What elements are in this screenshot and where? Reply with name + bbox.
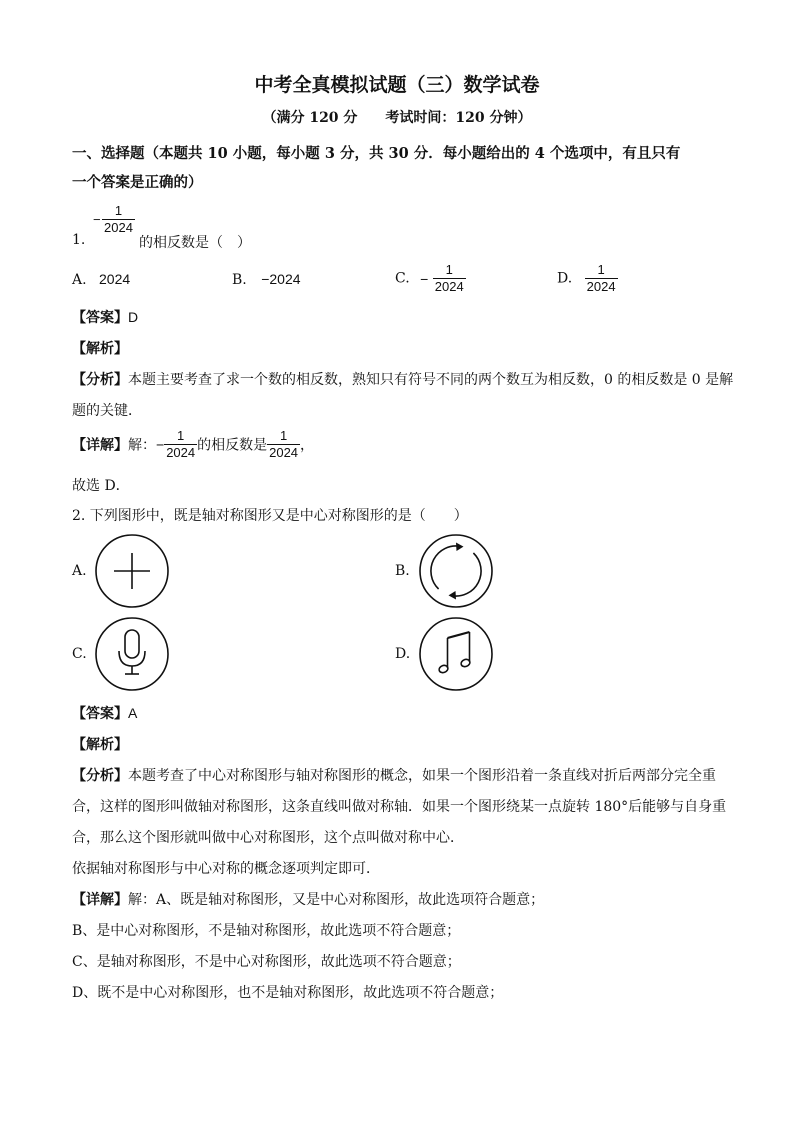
section-heading-line2: 一个答案是正确的）: [72, 174, 203, 191]
q1-fenxi-line1: [72, 369, 733, 389]
q2-detail-b: B、是中心对称图形，不是轴对称图形，故此选项不符合题意；: [72, 923, 461, 939]
q2-detail-c: C、是轴对称图形，不是中心对称图形，故此选项不符合题意；: [72, 954, 461, 970]
option-c-denominator: 2024: [434, 279, 464, 294]
detail-middle-text: 的相反数是: [197, 437, 268, 454]
q1-stem-text: 的相反数是（ ）: [139, 235, 251, 251]
answer-value: D: [128, 309, 139, 325]
detail-end: ，: [300, 437, 315, 454]
q2-stem: 2. 下列图形中，既是轴对称图形又是中心对称图形的是（ ）: [72, 508, 468, 524]
detail-a-text: 解：A、既是轴对称图形，又是中心对称图形，故此选项符合题意；: [128, 892, 545, 908]
q2-answer: [72, 703, 137, 723]
q1-option-b: [232, 271, 301, 288]
detail-tag: 【详解】: [72, 437, 128, 454]
q1-analysis-tag: 【解析】: [72, 341, 128, 357]
q1-fraction-numerator: 1: [114, 203, 123, 218]
q1-detail: [72, 428, 314, 461]
detail-minus: −: [156, 436, 165, 453]
option-a-label: A.: [72, 272, 87, 288]
option-c-label: C.: [395, 270, 410, 287]
answer-tag: 【答案】: [72, 706, 128, 722]
q1-option-d: [557, 262, 618, 295]
detail-denominator-2: 2024: [269, 445, 299, 460]
q1-option-a: [72, 271, 130, 288]
q1-number: 1.: [72, 232, 86, 248]
detail-tag: 【详解】: [72, 892, 128, 908]
q1-minus-sign: −: [93, 212, 101, 227]
option-c-minus: −: [420, 270, 429, 287]
q1-conclusion: 故选 D．: [72, 478, 130, 494]
q1-answer: [72, 307, 138, 327]
q2-option-c-label: C.: [72, 646, 87, 662]
fenxi-text: 本题考查了中心对称图形与轴对称图形的概念，如果一个图形沿着一条直线对折后两部分完全重: [128, 768, 716, 784]
option-a-value: 2024: [99, 271, 131, 287]
section-heading-line1: 一、选择题（本题共 10 小题，每小题 3 分，共 30 分．每小题给出的 4 个选项中，有且只有: [72, 145, 681, 162]
q1-fraction-denominator: 2024: [104, 220, 133, 235]
detail-numerator-2: 1: [279, 428, 288, 443]
q2-basis: 依据轴对称图形与中心对称的概念逐项判定即可．: [72, 861, 380, 877]
detail-denominator-1: 2024: [166, 445, 196, 460]
fenxi-text: 本题主要考查了求一个数的相反数，熟知只有符号不同的两个数互为相反数，0 的相反数是 0 是解: [128, 372, 734, 388]
q2-fenxi-line1: [72, 765, 716, 785]
page-subtitle: （满分 120 分 考试时间：120 分钟）: [262, 110, 532, 126]
answer-value: A: [128, 705, 138, 721]
q2-fenxi-line2: 合，这样的图形叫做轴对称图形，这条直线叫做对称轴．如果一个图形绕某一点旋转 180°后能够与自身重: [72, 799, 727, 815]
q2-option-d-label: D.: [395, 646, 411, 662]
option-c-numerator: 1: [445, 262, 453, 277]
option-b-label: B.: [232, 272, 247, 288]
q2-fenxi-line3: 合，那么这个图形就叫做中心对称图形，这个点叫做对称中心．: [72, 830, 464, 846]
q2-detail-a: [72, 889, 544, 909]
fenxi-tag: 【分析】: [72, 768, 128, 784]
option-b-value: −2024: [261, 271, 301, 287]
detail-prefix: 解：: [128, 437, 156, 454]
page-title: 中考全真模拟试题（三）数学试卷: [254, 74, 540, 96]
plus-icon: [94, 533, 170, 609]
q1-fenxi-line2: 题的关键．: [72, 403, 142, 419]
q1-option-c: [395, 262, 466, 295]
answer-tag: 【答案】: [72, 310, 128, 326]
option-d-numerator: 1: [597, 262, 605, 277]
microphone-icon: [94, 616, 170, 692]
detail-numerator-1: 1: [177, 428, 185, 443]
q2-option-a-label: A.: [72, 563, 87, 579]
refresh-arrows-icon: [418, 533, 494, 609]
option-d-denominator: 2024: [586, 279, 616, 294]
q2-analysis-tag: 【解析】: [72, 737, 128, 753]
q2-option-b-label: B.: [395, 563, 410, 579]
fenxi-tag: 【分析】: [72, 372, 128, 388]
option-d-label: D.: [557, 270, 573, 287]
music-note-icon: [418, 616, 494, 692]
q2-detail-d: D、既不是中心对称图形，也不是轴对称图形，故此选项不符合题意；: [72, 985, 504, 1001]
q1-stem-fraction: [102, 203, 135, 236]
